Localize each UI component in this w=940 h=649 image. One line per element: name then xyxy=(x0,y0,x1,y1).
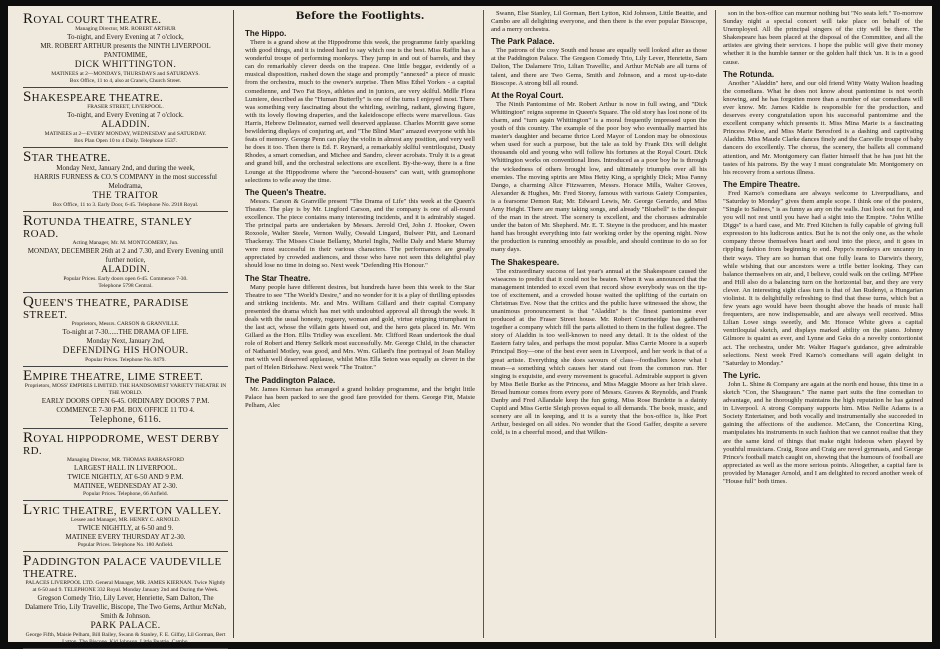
ad-line: MONDAY, DECEMBER 26th at 2 and 7.30, and Every Evening until further notice, xyxy=(27,247,224,264)
section-heading: The Empire Theatre. xyxy=(723,179,800,189)
section-heading: The Lyric. xyxy=(723,370,761,380)
ad-feature-title: ALADDIN. xyxy=(101,120,150,130)
ad-theatre-name: ROYAL COURT THEATRE. xyxy=(23,11,162,27)
theatre-advertisement xyxy=(23,367,228,429)
ad-footer-line: Box Office, 11 to 3. Early Door, 6-45. Telephone No. 2918 Royal. xyxy=(52,202,199,208)
ad-footer-line: Popular Prices. Early doors open 6-45. Commence 7-30. xyxy=(63,276,188,282)
article-paragraph: The patrons of the cosy South end house are equally well looked after as those at the Paddington Palace. The Gregson Comedy Trio, Lily Lever, Henriette, Sam Dalton, The Dalamere Trio, Lilian Travellic, and Arthur McNab are all turns of talent, and there are Two Gems, Smith and Johnson, and a most up-to-date Bioscope. A strong bill all round. xyxy=(491,47,707,87)
ad-line: COMMENCE 7-30 P.M. BOX OFFICE 11 TO 4. xyxy=(56,406,195,414)
section-heading: The Queen's Theatre. xyxy=(245,187,327,197)
article-paragraph: Many people have different desires, but hundreds have been this week to the Star Theatre to see "The World's Desire," and no wonder for it is a play of thrilling episodes and striking incidents. Mr. and Mrs. William Gillard and their capital Company presented the drama which has met with undoubted approval all through the week. It deals with the usual honesty, roguery, woman and gold, virtue reigning triumphant in the last act, whose the villain gets hissed out, and the hero gets placed in. Mr. Wm Gillard as the Hon. Ellis Tridley was excellent. Mr. Clifford Rean undertook the dual role of Robert and Henry Selkirk most successfully. Mr. George Child, in the character of Nathaniel Motley, was good, and Mrs. Wm. Gillard's fine portrayal of Joan Malloy met with well deserved applause, whilst Miss Ella Seton was equally as clever in the part of Helen Birkshaw. Next week "The Traitor." xyxy=(245,283,475,372)
newspaper-page xyxy=(8,6,932,645)
ad-feature-title: DEFENDING HIS HONOUR. xyxy=(62,346,189,356)
theatre-advertisement xyxy=(23,212,228,293)
article-paragraph: The extraordinary success of last year's annual at the Shakespeare caused the wiseacres to predict that it could not be beaten. When it was announced that the management intended to excel even that record show everybody was on the tip-toe of excitement, and a crowded house waited the uplifting of the curtain on Christmas Eve. Now that the critics and the public have witnessed the show, the unanimous pronouncement is that "Aladdin" is the finest pantomime ever produced at the Fraser Street house. Mr. Robert Courtneidge has gathered together a company which fill the parts allotted to them in the fullest degree. The story of Aladdin is too well-known to need any detail. It is the oldest of the Eastern fairy tales, and perhaps the most popular. Miss Carrie Moore is a superb Principal Boy—one of the best ever seen in Liverpool, and her work is that of a great artiste. Everything she does savours of class—footballers know what I mean—a something which causes her stand out from the common run. Her singing is exquisite, and every movement is graceful. Admirable support is given by Miss Beile Burke as the Princess, and Miss Maggie Moore as her Irish slave. Broad humour comes from every pore of Messrs. Graves & Reynolds, and Frank Danby and Fred Allandale keep the fun going. Miss Rose Burdette is a dainty Cupid and Miss Gertie Sleigh proves equal to all demands. The book, music, and scenery are all in keeping, and it is a surety that the box-office is, like Port Arthur, besieged on all sides. No wonder that the Good Gaffer, despite a severe cold, is in a cheerful mood, and that Wilkin- xyxy=(491,267,707,437)
ad-theatre-name: QUEEN'S THEATRE, PARADISE STREET. xyxy=(23,294,189,321)
ad-line: TWICE NIGHTLY, at 6-50 and 9. xyxy=(77,524,174,532)
column-divider xyxy=(715,10,716,638)
ad-subtitle: Managing Director, MR. ROBERT ARTHUR xyxy=(75,26,176,32)
ad-subtitle: PALACES LIVERPOOL LTD. General Manager, MR. JAMES KIERNAN. Twice Nightly at 6-50 and 9. TELEPHONE 332 Royal. Monday January 2nd and During the Week. xyxy=(25,580,226,593)
ad-footer-line: Telephone 5798 Central. xyxy=(98,283,153,289)
theatre-advertisement xyxy=(23,293,228,367)
ad-line: MATINEE, WEDNESDAY AT 2-30. xyxy=(73,482,178,490)
article-paragraph: There is a grand show at the Hippodrome this week, the programme fairly sparkling with good things, and it is indeed hard to say which one is the best. Miss Raffin has a wonderful troupe of performing monkeys. They jump in and out of barrels, and they can do remarkably clever deeds on the trapeze. One little beggar, evidently of a musical disposition, rushed down the stage and promptly "annexed" a piece of music from the orchestra, much to the owner's surprise. Then Miss Ethel Yorkes - a capital comedienne, and Two Fat Boys, athletes and in juniors, are very skilful. Mdlle Flora Lumiere, described as the "Human Butterfly" is one of the turns I enjoyed most. There was something very fascinating about the whirling, swirling, radiant, glowing figure, with its lovely flowing draperies, and the kaleidoscope effects were marvellous. Gus Harris, Hebrew Delineator, earned well deserved applause. Charles Morritt gave some bewildering displays of conjuring art, and "The Blind Man" amazed everyone with his feats of memory. George Penn can play the violin in almost any position, and very well he does it too. Then there is Ed. F. Reynard, a remarkably skilful ventriloquist, Dusty Rhodes, a smart comedian, and Michee and Sandro, clever acrobats. Truly it is a great and grand bill, and the orchestral selections are excellent. By-the-way, there is a fine Lounge at the Hippodrome where the "second-housers" can wait, with gramophone selections to wile away the time. xyxy=(245,39,475,184)
ad-theatre-name: SHAKESPEARE THEATRE. xyxy=(23,89,164,105)
theatre-advertisement xyxy=(23,148,228,212)
ad-footer-line: Popular Prices. Telephone, 66 Anfield. xyxy=(83,491,168,497)
ad-line: MATINEE EVERY THURSDAY AT 2-30. xyxy=(65,533,186,541)
section-heading: The Hippo. xyxy=(245,29,287,38)
ad-subtitle: FRASER STREET, LIVERPOOL. xyxy=(87,104,164,110)
ad-line: Monday Next, January 2nd, xyxy=(86,337,165,345)
ad-line: HARRIS FURNESS & CO.'S COMPANY in the most successful Melodrama, xyxy=(34,173,217,190)
article-column-2 xyxy=(486,10,712,638)
article-paragraph: Fred Karno's comedians are always welcome to Liverpudlians, and "Saturday to Monday" gives them ample scope. I think one of the posters, "Single to Saltees," is as funny as any on the walls. Just look out for it, and you will not rest until you have had a sight into the Empire. "John Willie Diggs" is a hard case, and Mr. Fred Kitchen is fully capable of giving full expression to his ludicrous antics. But he is not the only one, as the whole company throw themselves heart and soul into the piece, and it goes in rippling fashion from beginning to end. Peppo's monkeys are uncanny in their ways. They are so human that one fully leans to Darwin's theory, while wishing that our ancestors were a trifle better looking. They can balance themselves on air, and, I believe, could walk on the ceiling. M'Phee and Hill also do a balancing turn on the horizontal bar, and they are very clever. An interesting sight class turn is that of Jan Rudenyi, a Hungarian violinist. It is delightfully refreshing to find that these turns, which but a few years ago would have been thought above the heads of music hall frequenters, are now indispensable, and are always well received. Miss Lilian Lowe sings sweetly, and Mr. Horace White gives a capital ventriloquial sketch, and displays marked ability on the piano. Johnny Gilmore is quaint as ever, and Lynne and Geks do a novelty contortionist act. The orchestra, under Mr. Walter Hague's guidance, give admirable selections. Next week Fred Karno's comedians will again delight in "Saturday to Monday." xyxy=(723,189,923,367)
ad-theatre-name: LYRIC THEATRE, EVERTON VALLEY. xyxy=(23,502,222,518)
ad-line: LARGEST HALL IN LIVERPOOL. xyxy=(73,464,178,472)
ad-feature-title: DICK WHITTINGTON. xyxy=(74,60,177,70)
ad-footer-line: MATINEES at 2—MONDAYS, THURSDAYS and SATURDAYS. xyxy=(51,71,200,77)
column-divider xyxy=(483,10,484,638)
article-paragraph: Messrs. Carson & Granville present "The Drama of Life" this week at the Queen's Theatre. The play is by Mr. Lingford Carson, and the company is one of all-round excellence. The piece contains many interesting incidents, and it is admirably staged. The principal parts are undertaken by Messrs. Jerrold Ord, John J. Hooker, Owen Roxoole, Walter Steele, Vernon Wally, Oswald Lingard, Bulwer Pitt, and Leonard Thackeray. The Misses Cissie Bellamy, Muriel Inglis, Nellie Daly and Marie Murray were most successful in their various characters. The performances are greatly appreciated by crowded audiences, and those who have not seen this delightful play should lose no time in doing so. Next week "Defending His Honour." xyxy=(245,197,475,270)
ad-feature-title: Telephone, 6116. xyxy=(89,415,162,425)
article-column-1 xyxy=(240,10,480,638)
section-heading: At the Royal Court. xyxy=(491,90,564,100)
ad-subtitle: Proprietors, MOSS' EMPIRES LIMITED. THE HANDSOMEST VARIETY THEATRE IN THE WORLD. xyxy=(24,383,227,396)
article-paragraph: Another "Aladdin" here, and our old friend Witty Watty Walton heading the comedians. What he does not know about pantomime is not worth knowing, and he has forgotten more than a number of star comedians will ever know. Mr. James Kiddie is responsible for the production, and deserves every congratulation upon his successful pantomime and the excellent company which presents it. Miss Mina Marie is a fascinating Princess Pekoe, and Miss Marie Beresford is a dashing and captivating Aladdin. Miss Maude Clarke dances finely and the Carsville troupe of baby dancers do excellently. The chorus, the scenery, the ballets all command attention, and Mr. Montgomery can flatter himself that he has just hit the tastes of his patrons. By the way I must congratulate Mr. Montgomery on his recovery from a serious illness. xyxy=(723,79,923,176)
theatre-advertisement xyxy=(23,10,228,88)
article-paragraph: Swann, Else Stanley, Lil Gorman, Bert Lytton, Kid Johnson, Little Beattie, and Cambo are all delighting everyone, and then there is the ever popular Bioscope, and a merry orchestra. xyxy=(491,10,707,34)
article-paragraph: John L. Shine & Company are again at the north end house, this time in a sketch "Con, the Shaugraun." The name part suits the fine comedian to advantage, and he thoroughly maintains the high reputation he has gained in Liverpool. A strong Company supports him. Miss Nellie Adams is a Society Entertainer, and both vocally and instrumentally she succeeded in gaining the affections of the audience. McCann, the Concertina King, manipulates his instruments in such fashion that we cannot realise that they are the same kind of things that make night hideous when played by youthful musicians. Craig, Roze and Craig are novel gymnasts, and George Prince's football match caught on, showing that the humours of football are appreciated as well as the more serious points. Altogether, a capital fare is provided by Manager Arnold, and I am delighted to record another week of "House full" both times. xyxy=(723,380,923,485)
page-title: Before the Footlights. xyxy=(295,10,425,22)
ad-subtitle: Acting Manager, Mr. M. MONTGOMERY, Jun. xyxy=(72,240,179,246)
section-heading: The Rotunda. xyxy=(723,69,775,79)
ad-line: MR. ROBERT ARTHUR presents the NINTH LIVERPOOL PANTOMIME, xyxy=(40,42,211,59)
ad-line: EARLY DOORS OPEN 6-45. ORDINARY DOORS 7 P.M. xyxy=(41,397,210,405)
ad-subtitle: Lessee and Manager, MR. HENRY C. ARNOLD. xyxy=(70,517,181,523)
ad-feature-title: THE TRAITOR xyxy=(92,191,159,201)
ad-theatre-name: PADDINGTON PALACE VAUDEVILLE THEATRE. xyxy=(23,553,222,580)
ad-footer-line: Box Office, 11 to 4, also at Crane's, Church Street. xyxy=(69,78,182,84)
theatre-advertisement xyxy=(23,501,228,552)
ad-line: To-night, and Every Evening at 7 o'clock, xyxy=(67,33,184,41)
theatre-advertisement xyxy=(23,88,228,148)
ad-theatre-name: STAR THEATRE. xyxy=(23,149,111,165)
ad-footer-line: MATINEES at 2—EVERY MONDAY, WEDNESDAY and SATURDAY. xyxy=(44,131,207,137)
article-paragraph: Mr. James Kiernan has arranged a grand holiday programme, and the bright little Palace has been packed to see the good fare provided for them. George Fitt, Maisie Pelham, Alec xyxy=(245,385,475,409)
ad-line: Gregson Comedy Trio, Lily Lever, Henriette, Sam Dalton, The Dalamere Trio, Lily Travellic, Biscope, The Two Gems, Arthur McNab, Smith & Johnson. xyxy=(24,594,227,620)
ad-line: To-night at 7-30......THE DRAMA OF LIFE. xyxy=(62,328,189,336)
ad-footer-line: Box Plan Open 10 to 4 Daily. Telephone 1537. xyxy=(74,138,177,144)
ad-feature-title: PARK PALACE. xyxy=(90,621,161,631)
article-column-3 xyxy=(718,10,928,638)
ad-footer-line: Popular Prices. Telephone No. 180 Anfield. xyxy=(77,542,174,548)
ad-line: Monday Next, January 2nd, and during the week, xyxy=(56,164,195,172)
theatre-advertisement xyxy=(23,429,228,501)
ad-footer-line: George Fifth, Maisie Pelham, Bill Bailey, Swann & Stanley, F. E. Gilfay, Lil Gorman, Bert Lytton, The Biscope, Kid Johnson, Little Beattie, Cambo. xyxy=(25,632,226,645)
article-paragraph: son in the box-office can murmur nothing but "No seats left." To-morrow Sunday night a special concert will take place on behalf of the Unemployed. All the principal singers of the city will be there. The Shakespeare has been placed at the disposal of the Committee, and all the artistes are giving their services. I hope the public will give their money whether it is the humble tanner or the golden half thick 'un. It is in a good cause. xyxy=(723,10,923,66)
section-heading: The Park Palace. xyxy=(491,37,555,47)
section-heading: The Shakespeare. xyxy=(491,257,560,267)
ad-feature-title: ALADDIN. xyxy=(101,265,150,275)
section-heading: The Paddington Palace. xyxy=(245,375,336,385)
ad-line: To-night, and Every Evening at 7 o'clock. xyxy=(67,111,184,119)
ad-theatre-name: EMPIRE THEATRE, LIME STREET. xyxy=(23,368,204,384)
article-paragraph: The Ninth Pantomime of Mr. Robert Arthur is now in full swing, and "Dick Whittington" reigns supreme in Queen's Square. The old story has lost none of its charm, and "turn again Whittington" is a moral frequently impressed upon the youth of this country. The example of the poor boy who eventually married his master's daughter and became thrice Lord Mayor of London may be obnoxious when used for such a purpose, but the tale as told by Frank Dix will delight thousands old and young who will follow his fortunes at the Royal Court. Dick Whittington works on conventional lines. Introduced as a poor boy he is through the wickedness of others brought low, and ultimately triumphs over all his enemies. The moving spirits are Miss Hetty King, a sprightly Dick; Miss Fanny Dango, a charming Alice Fitzwarren, Messrs. Horace Mills, Walter Groves, Alexander & Hughes, Mr. Fred Storey, famous with various Gaiety Companies, is a fearsome Demon Rat; Mr. Edward Lewis, Mr. George Gerardo, and Miss Amy Height. There are many taking songs, and already "Bluebell" is the despair of the man in the street. The scenery is excellent, and the choruses admirable under the baton of Mr. Shepherd. Mr. E. T. Steyne is the producer, and his master hand has brought everything into fair working order by the opening night. Now the production is running smoothly as possible, and should continue to do so for many days. xyxy=(491,100,707,254)
ad-theatre-name: ROTUNDA THEATRE, STANLEY ROAD. xyxy=(23,213,192,240)
ad-line: TWICE NIGHTLY, AT 6-50 AND 9 P.M. xyxy=(67,473,184,481)
ad-subtitle: Proprietors, Messrs. CARSON & GRANVILLE. xyxy=(71,321,180,327)
section-heading: The Star Theatre. xyxy=(245,273,311,283)
theatre-advertisement xyxy=(23,552,228,649)
advertisement-column xyxy=(18,10,234,645)
ad-footer-line: Popular Prices. Telephone No. 8479. xyxy=(85,357,166,363)
ad-theatre-name: ROYAL HIPPODROME, WEST DERBY RD. xyxy=(23,430,220,457)
ad-subtitle: Managing Director, MR. THOMAS BARRASFORD xyxy=(66,457,185,463)
